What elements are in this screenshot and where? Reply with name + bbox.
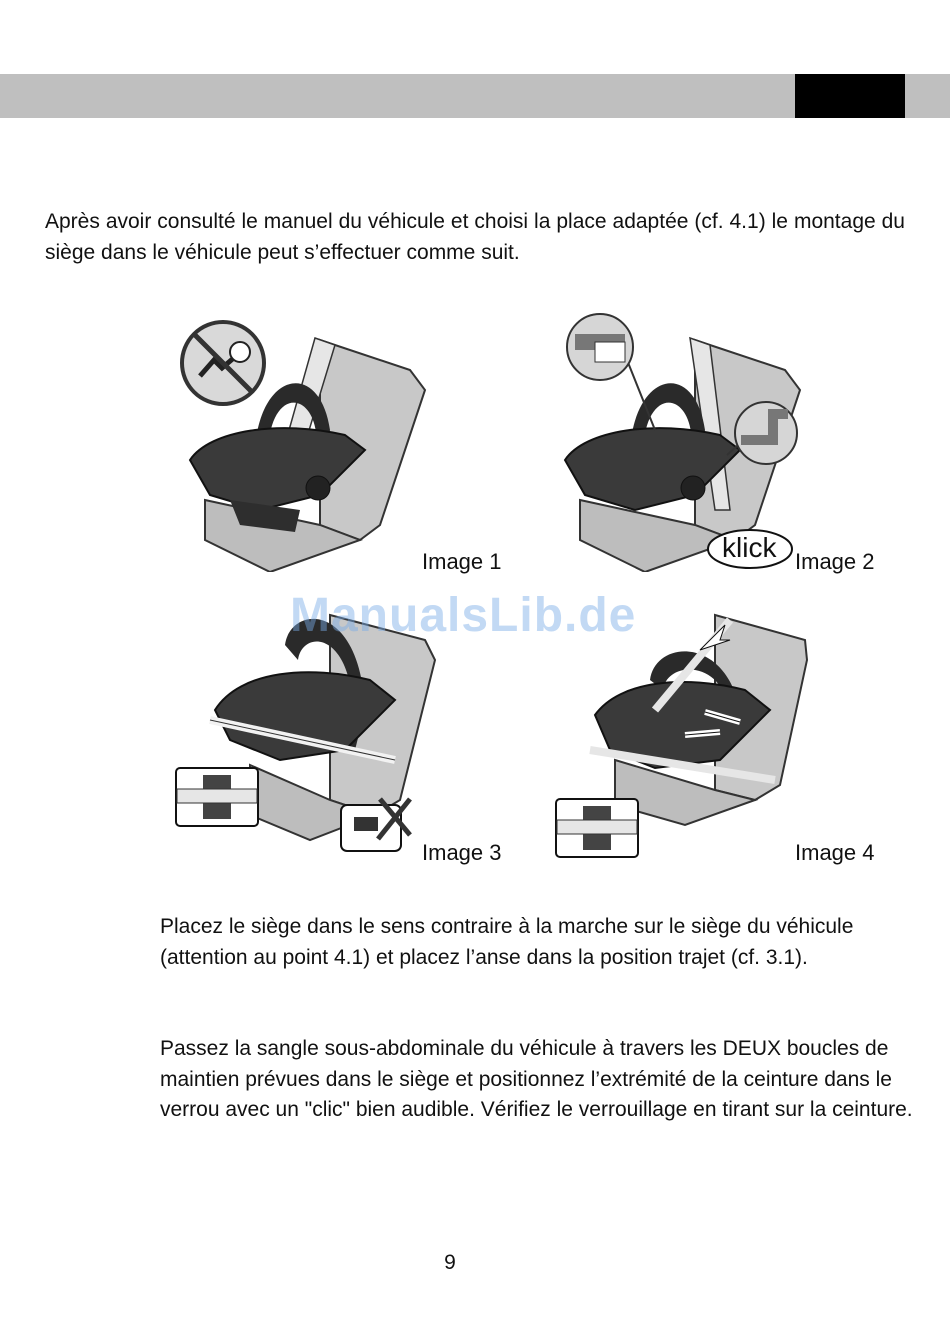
figure-3-caption: Image 3 xyxy=(422,840,502,865)
intro-paragraph: Après avoir consulté le manuel du véhicule et choisi la place adaptée (cf. 4.1) le montage du siège dans le véhicule peut s’effectuer comme suit. xyxy=(45,210,905,264)
buckle-crossed-icon xyxy=(340,795,412,853)
no-airbag-icon xyxy=(178,318,268,408)
zoom-inset-right xyxy=(733,400,799,466)
figure-1-caption: Image 1 xyxy=(422,549,502,574)
figure-4-caption: Image 4 xyxy=(795,840,875,865)
watermark: ManualsLib.de xyxy=(290,589,637,642)
instruction-paragraph-2: Passez la sangle sous-abdominale du véhicule à travers les DEUX boucles de maintien prévues dans le siège et positionnez l’extrémité de la ceinture dans le verrou avec un "clic" bien audible. Vérifiez le verrouillage en tirant sur la ceinture. xyxy=(160,1037,913,1121)
klick-label: klick xyxy=(722,532,777,563)
zoom-inset-left xyxy=(565,312,635,382)
belt-inset-figure-4 xyxy=(555,798,639,858)
instruction-paragraph-1: Placez le siège dans le sens contraire à la marche sur le siège du véhicule (attention au point 4.1) et placez l’anse dans la position trajet (cf. 3.1). xyxy=(160,915,854,969)
header-tab-block xyxy=(795,74,905,118)
figure-2-caption: Image 2 xyxy=(795,549,875,574)
belt-inset-figure-3 xyxy=(175,767,259,827)
page-number: 9 xyxy=(444,1251,456,1274)
